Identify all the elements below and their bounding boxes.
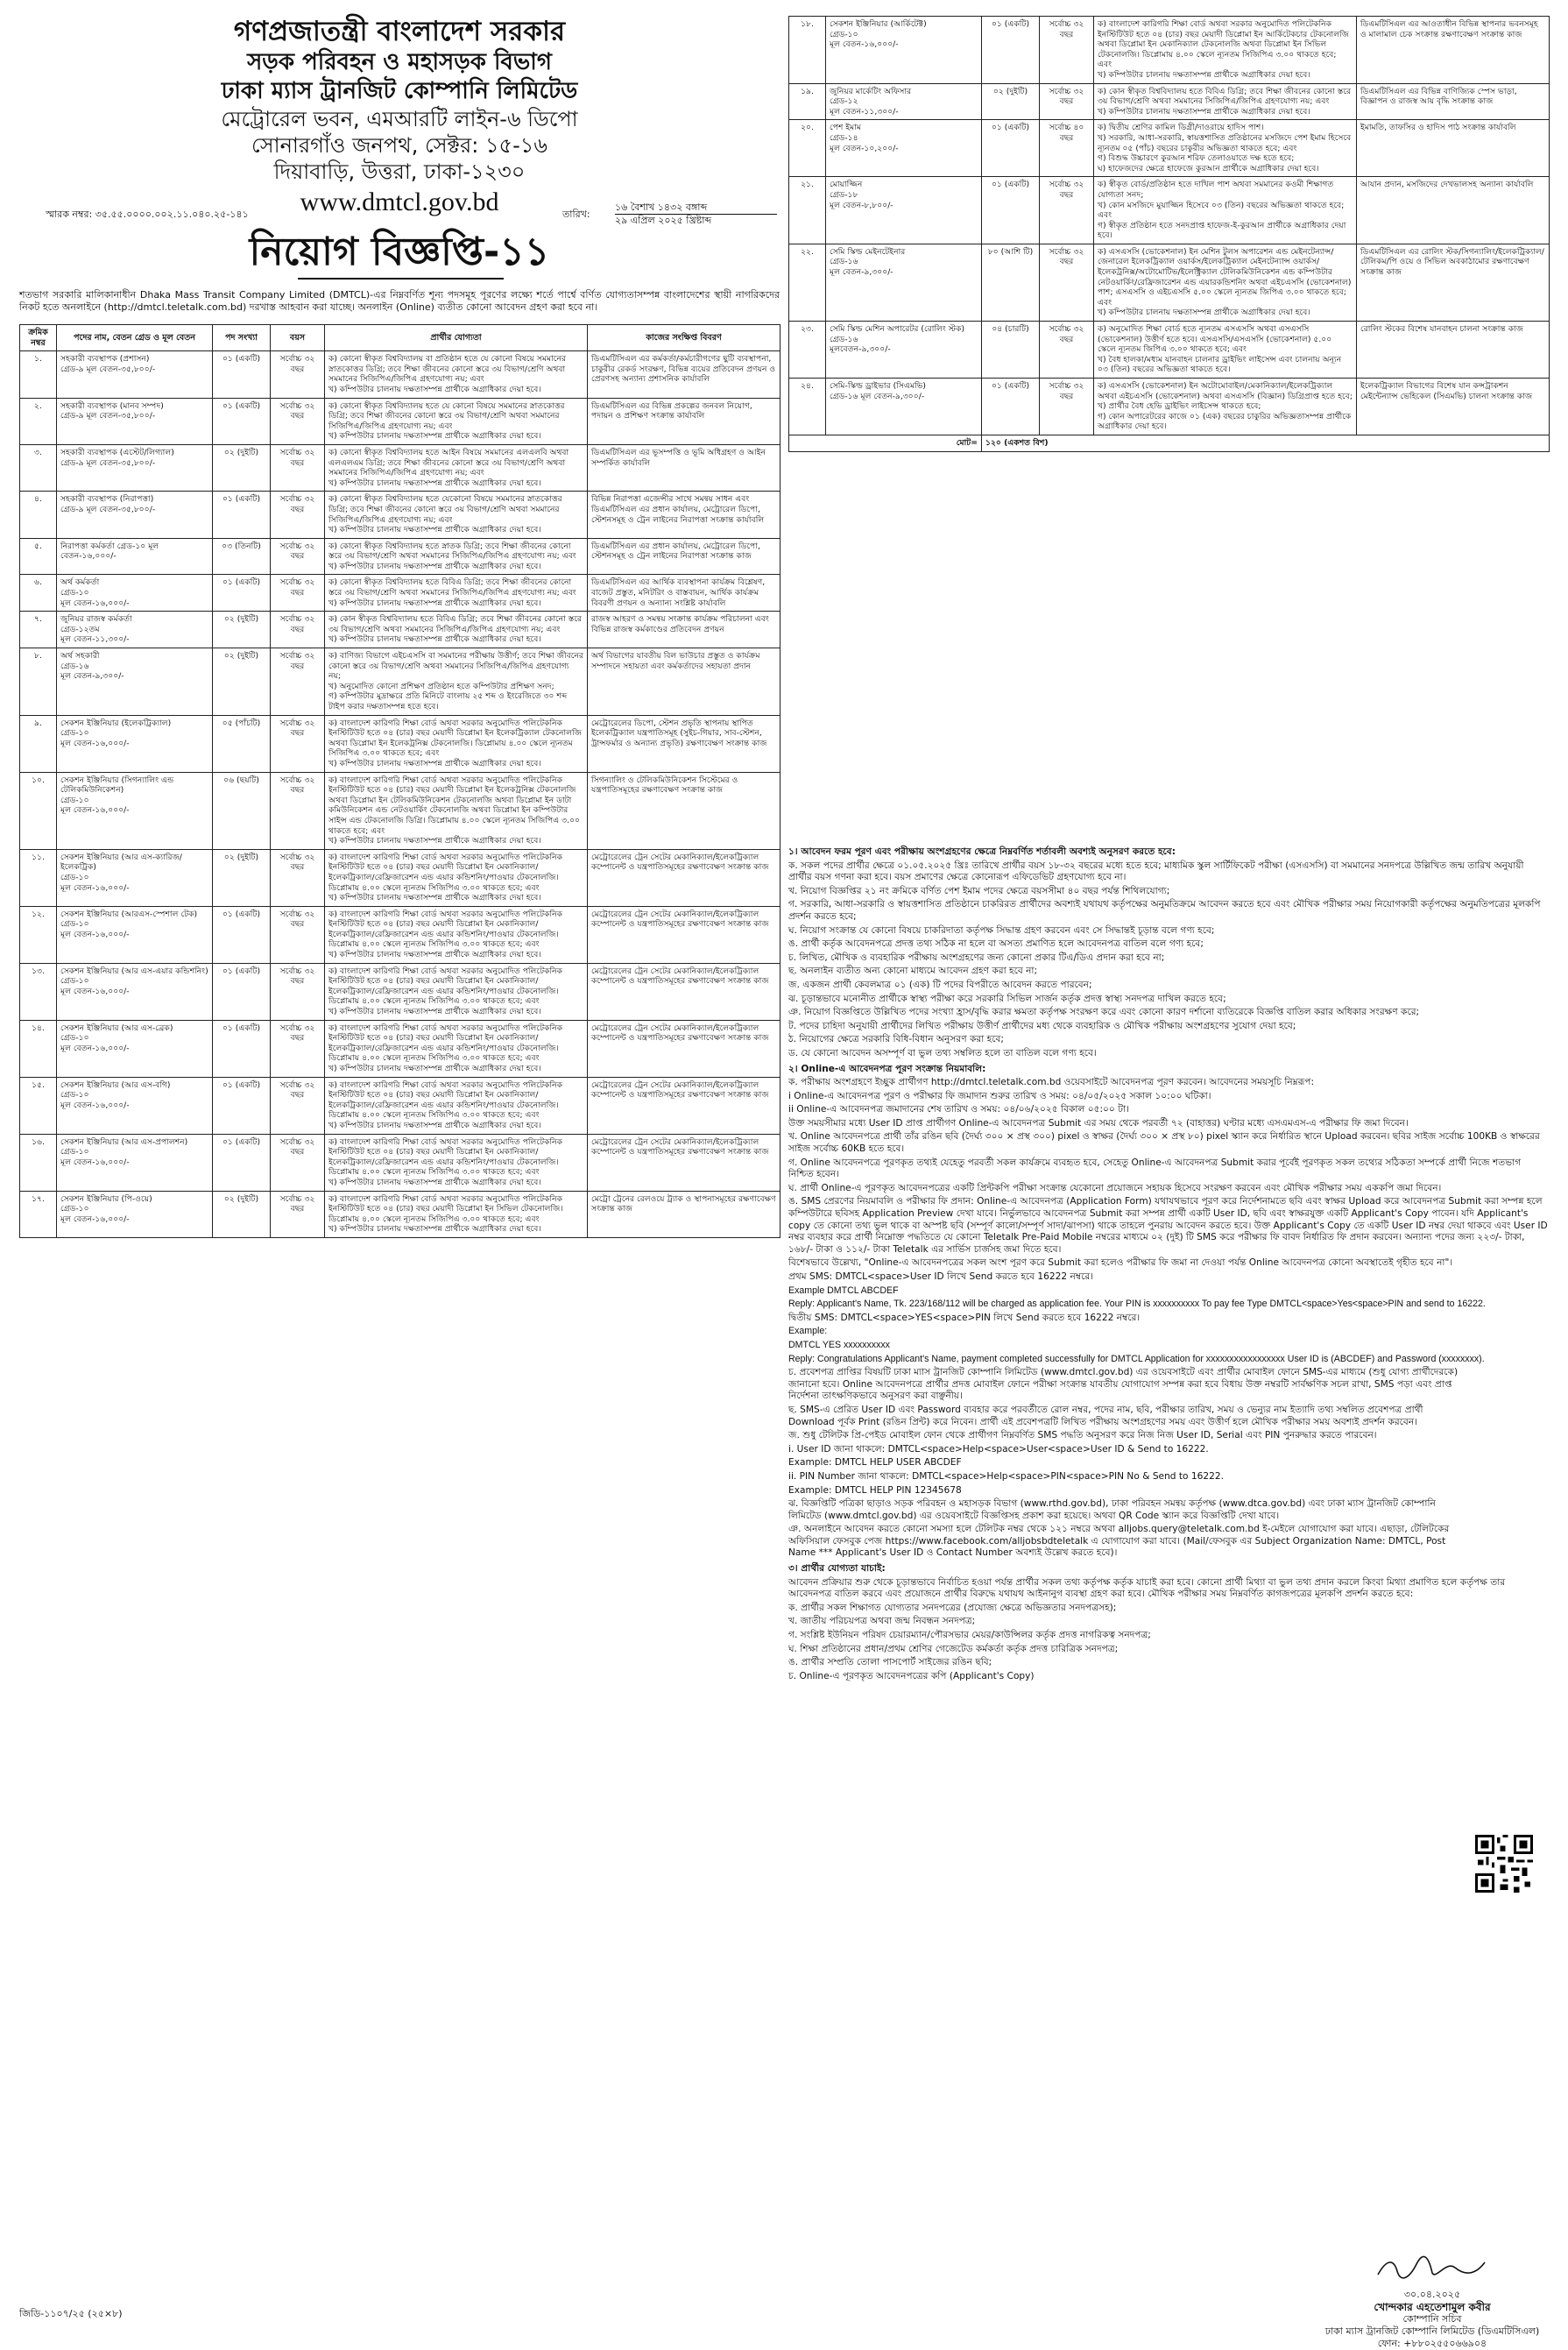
qualification-cell: ক) বাংলাদেশ কারিগরি শিক্ষা বোর্ড অথবা সরকার অনুমোদিত পলিটেকনিক ইনস্টিটিউট হতে ০৪ (চার) বছর মেয়াদী ডিপ্লোমা ইন মেকানিক্যাল/ইলেকট্রিক্যাল/রেফ্রিজারেশন এন্ড এয়ার কন্ডিশনিং/পাওয়ার টেকনোলজি। ডিপ্লোমায় ৪.০০ স্কেলে ন্যূনতম সিজিপিএ ৩.০০ থাকতে হবে; এবং খ) কম্পিউটার চালনায় দক্ষতাসম্পন্ন প্রার্থীকে অগ্রাধিকার দেয়া হবে। <box>325 1134 588 1191</box>
age-limit-cell: সর্বোচ্চ ৩২ বছর <box>271 772 325 849</box>
post-count-cell: ০১ (একটি) <box>213 575 271 612</box>
header-age: বয়স <box>271 325 325 351</box>
post-name-cell: সেকশন ইঞ্জিনিয়ার (পি-ওয়ে) গ্রেড-১০ মূল বেতন-১৬,০০০/- <box>57 1191 213 1237</box>
signatory-phone: ফোন: +৮৮০২৫৫০৬৬৯০৪ <box>1377 2338 1487 2349</box>
serial-cell: ৪. <box>20 492 57 538</box>
total-label: মোট= <box>789 435 982 451</box>
qualification-cell: ক) বাংলাদেশ কারিগরি শিক্ষা বোর্ড অথবা সরকার অনুমোদিত পলিটেকনিক ইনস্টিটিউট হতে ০৪ (চার) বছর মেয়াদী ডিপ্লোমা ইন সিভিল টেকনোলজি। ডিপ্লোমায় ৪.০০ স্কেলে ন্যূনতম সিজিপিএ ৩.০০ থাকতে হবে; এবং খ) কম্পিউটার চালনায় দক্ষতাসম্পন্ন প্রার্থীকে অগ্রাধিকার দেয়া হবে। <box>325 1191 588 1237</box>
instruction-item: চ. প্রবেশপত্র প্রাপ্তির বিষয়টি ঢাকা ম্যাস ট্রানজিট কোম্পানি লিমিটেড (www.dmtcl.gov.bd) এর ওয়েবসাইটে এবং প্রার্থীর মোবাইল ফোনে SMS-এর মাধ্যমে (শুধু যোগ্য প্রার্থীদেরকে) জানানো হবে। Online আবেদনপত্রে প্রার্থীর প্রদত্ত মোবাইল ফোনে পরীক্ষা সংক্রান্ত যাবতীয় যোগাযোগ সম্পন্ন করা হবে বিধায় উক্ত নম্বরটি সার্বক্ষণিক সচল রাখা, SMS পড়া এবং প্রাপ্ত নির্দেশনা তাৎক্ষণিকভাবে অনুসরণ করা বাঞ্ছনীয়। <box>788 1367 1459 1402</box>
post-name-cell: সেমি স্কিল্ড মেইনটেইনার গ্রেড-১৬ মূল বেতন-৯,৩০০/- <box>826 244 982 321</box>
section-2-list <box>788 1077 1549 1270</box>
age-limit-cell: সর্বোচ্চ ৩২ বছর <box>271 715 325 772</box>
duty-cell: মেট্রোরেলের ডিপো, স্টেশন প্রভৃতি স্থাপনায় স্থাপিত ইলেকট্রিক্যাল যন্ত্রপাতিসমূহ (সুইচ-গিয়ার, সাব-স্টেশন, ট্রান্সফর্মার ও অন্যান্য প্রভৃতি) রক্ষণাবেক্ষণ সংক্রান্ত কাজ <box>588 715 780 772</box>
table-header-row <box>20 325 780 351</box>
qualification-cell: ক) বাংলাদেশ কারিগরি শিক্ষা বোর্ড অথবা সরকার অনুমোদিত পলিটেকনিক ইনস্টিটিউট হতে ০৪ (চার) বছর মেয়াদী ডিপ্লোমা ইন মেকানিক্যাল/ইলেকট্রিক্যাল/রেফ্রিজারেশন এন্ড এয়ার কন্ডিশনিং/পাওয়ার টেকনোলজি। ডিপ্লোমায় ৪.০০ স্কেলে ন্যূনতম সিজিপিএ ৩.০০ থাকতে হবে; এবং খ) কম্পিউটার চালনায় দক্ষতাসম্পন্ন প্রার্থীকে অগ্রাধিকার দেয়া হবে। <box>325 906 588 963</box>
serial-cell: ২৪. <box>789 379 826 435</box>
age-limit-cell: সর্বোচ্চ ৩২ বছর <box>271 612 325 648</box>
qualification-cell: ক) বাংলাদেশ কারিগরি শিক্ষা বোর্ড অথবা সরকার অনুমোদিত পলিটেকনিক ইনস্টিটিউট হতে ০৪ (চার) বছর মেয়াদী ডিপ্লোমা ইন আর্কিটেকচার টেকনোলজি অথবা ডিপ্লোমা ইন মেকানিক্যাল টেকনোলজি অথবা ডিপ্লোমা ইন সিভিল টেকনোলজি। ডিপ্লোমায় ৪.০০ স্কেলে ন্যূনতম সিজিপিএ ৩.০০ থাকতে হবে; এবং খ) কম্পিউটার চালনায় দক্ষতাসম্পন্ন প্রার্থীকে অগ্রাধিকার দেয়া হবে। <box>1094 17 1357 84</box>
post-count-cell: ০৬ (ছয়টি) <box>213 772 271 849</box>
post-count-cell: ০১ (একটি) <box>213 492 271 538</box>
section-3-number: ৩। <box>788 1563 798 1575</box>
qualification-cell: ক) কোনো স্বীকৃত বিশ্ববিদ্যালয় বা প্রতিষ্ঠান হতে যে কোনো বিষয়ে সমমানের স্নাতকোত্তর ডিগ্রি; তবে শিক্ষা জীবনের কোনো স্তরে ৩য় বিভাগ/শ্রেণি অথবা সমমানের সিজিপিএ/জিপিএ গ্রহণযোগ্য নয়; এবং খ) কম্পিউটার চালনায় দক্ষতাসম্পন্ন প্রার্থীকে অগ্রাধিকার দেয়া হবে। <box>325 351 588 398</box>
table-row <box>789 83 1550 120</box>
serial-cell: ২১. <box>789 177 826 244</box>
age-limit-cell: সর্বোচ্চ ৩২ বছর <box>271 492 325 538</box>
serial-cell: ৬. <box>20 575 57 612</box>
sms-second-instruction: দ্বিতীয় SMS: DMTCL<space>YES<space>PIN লিখে Send করতে হবে 16222 নম্বরে। <box>788 1312 1141 1323</box>
post-count-cell: ০২ (দুইটি) <box>213 849 271 906</box>
age-limit-cell: সর্বোচ্চ ৩২ বছর <box>271 1191 325 1237</box>
post-name-cell: সেমি-স্কিল্ড ড্রাইভার (সিএমভি) গ্রেড-১৬ মূল বেতন-৯,৩০০/- <box>826 379 982 435</box>
duty-cell: অর্থ বিভাগের যাবতীয় বিল ভাউচার প্রস্তুত ও কার্যক্রম সম্পাদনে সহায়তা এবং কর্মকর্তাদের সহায়তা প্রদান <box>588 648 780 716</box>
serial-cell: ১৬. <box>20 1134 57 1191</box>
instruction-item: ছ. অনলাইন ব্যতীত অন্য কোনো মাধ্যমে আবেদন গ্রহণ করা হবে না; <box>788 966 1038 977</box>
qualification-cell: ক) কোনো স্বীকৃত বিশ্ববিদ্যালয় হতে স্নাতক ডিগ্রি; তবে শিক্ষা জীবনের কোনো স্তরে ৩য় বিভাগ/শ্রেণি অথবা সমমানের সিজিপিএ/জিপিএ গ্রহণযোগ্য নয়; এবং খ) কম্পিউটার চালনায় দক্ষতাসম্পন্ন প্রার্থীকে অগ্রাধিকার দেয়া হবে। <box>325 538 588 575</box>
sms-first-example: Example DMTCL ABCDEF <box>788 1285 899 1296</box>
table-row <box>20 1134 780 1191</box>
table-row <box>20 1191 780 1237</box>
posts-table-right <box>788 16 1550 452</box>
section-3-list <box>788 1603 1549 1683</box>
age-limit-cell: সর্বোচ্চ ৩২ বছর <box>1040 379 1094 435</box>
signature-icon <box>1371 2252 1494 2285</box>
signature-block <box>1314 2252 1550 2350</box>
table-row <box>20 492 780 538</box>
intro-paragraph: শতভাগ সরকারি মালিকানাধীন Dhaka Mass Transit Company Limited (DMTCL)-এর নিম্নবর্ণিত শূন্য পদসমূহ পূরণের লক্ষ্যে শর্তে পার্শ্বে বর্ণিত যোগ্যতাসম্পন্ন বাংলাদেশের স্থায়ী নাগরিকদের নিকট হতে অনলাইনে (http://dmtcl.teletalk.com.bd) দরখাস্ত আহবান করা যাচ্ছে। অনলাইন (Online) ব্যতীত কোনো আবেদন গ্রহণ করা হবে না। <box>19 289 780 313</box>
age-limit-cell: সর্বোচ্চ ৩২ বছর <box>271 398 325 444</box>
post-count-cell: ০১ (একটি) <box>982 120 1040 177</box>
post-name-cell: সেমি স্কিল্ড মেশিন অপারেটর (রোলিং স্টক) গ্রেড-১৬ মূলবেতন-৯,৩০০/- <box>826 322 982 379</box>
letterhead <box>19 16 780 218</box>
age-limit-cell: সর্বোচ্চ ৩২ বছর <box>271 963 325 1020</box>
instruction-item: খ. Online আবেদনপত্রে প্রার্থী তাঁর রঙিন ছবি (দৈর্ঘ্য ৩০০ × প্রস্থ ৩০০) pixel ও স্বাক্ষর (দৈর্ঘ্য ৩০০ × প্রস্থ ৮০) pixel স্ক্যান করে নির্ধারিত স্থানে Upload করবেন। ছবির সাইজ সর্বোচ্চ 100KB ও স্বাক্ষরের সাইজ সর্বোচ্চ 60KB হতে হবে। <box>788 1131 1540 1155</box>
instruction-item: খ. নিয়োগ বিজ্ঞপ্তির ২১ নং ক্রমিকে বর্ণিত পেশ ইমাম পদের ক্ষেত্রে বয়সসীমা ৪০ বছর পর্যন্ত শিথিলযোগ্য; <box>788 885 1170 896</box>
duty-cell: ইলেকট্রিক্যাল বিভাগের বিশেষ যান কন্সট্রাকশন মেইন্টেন্যান্স ভেহিকেল (সিএমভি) চালনা সংক্রান্ত কাজ <box>1357 379 1550 435</box>
address-line-2: সোনারগাঁও জনপথ, সেক্টর: ১৫-১৬ <box>251 133 547 158</box>
qualification-cell: ক) বাংলাদেশ কারিগরি শিক্ষা বোর্ড অথবা সরকার অনুমোদিত পলিটেকনিক ইনস্টিটিউট হতে ০৪ (চার) বছর মেয়াদী ডিপ্লোমা ইন মেকানিক্যাল/ইলেকট্রিক্যাল/রেফ্রিজারেশন এন্ড এয়ার কন্ডিশনিং/পাওয়ার টেকনোলজি। ডিপ্লোমায় ৪.০০ স্কেলে ন্যূনতম সিজিপিএ ৩.০০ থাকতে হবে; এবং খ) কম্পিউটার চালনায় দক্ষতাসম্পন্ন প্রার্থীকে অগ্রাধিকার দেয়া হবে। <box>325 1077 588 1134</box>
post-count-cell: ০২ (দুইটি) <box>213 444 271 491</box>
qualification-cell: ক) কোনো স্বীকৃত বিশ্ববিদ্যালয় হতে যে কোনো বিষয়ে সমমানের স্নাতকোত্তর ডিগ্রি; তবে শিক্ষা জীবনের কোনো স্তরে ৩য় বিভাগ/শ্রেণি অথবা সমমানের সিজিপিএ/জিপিএ গ্রহণযোগ্য নয়; এবং খ) কম্পিউটার চালনায় দক্ষতাসম্পন্ন প্রার্থীকে অগ্রাধিকার দেয়া হবে। <box>325 398 588 444</box>
post-count-cell: ০১ (একটি) <box>213 1077 271 1134</box>
gd-code: জিডি-১১০৭/২৫ (২৫×৮) <box>19 2308 123 2319</box>
sms-first-reply: Reply: Applicant's Name, Tk. 223/168/112 will be charged as application fee. Your PIN is xxxxxxxxxx To pay fee Type DMTCL<space>Yes<space>PIN and send to 16222. <box>788 1299 1486 1310</box>
table-row <box>20 963 780 1020</box>
duty-cell: ডিএমটিসিএল এর ভূসম্পত্তি ও ভূমি অধিগ্রহণ ও আইন সম্পর্কিত কার্যাবলি <box>588 444 780 491</box>
age-limit-cell: সর্বোচ্চ ৩২ বছর <box>271 1134 325 1191</box>
left-rows <box>20 351 780 1238</box>
memo-reference: স্মারক নম্বর: ৩৫.৫৫.০০০০.০০২.১১.০৪০.২৫-১৪১ <box>46 209 249 220</box>
post-name-cell: মোয়াজ্জিন গ্রেড-১৮ মূল বেতন-৮,৮০০/- <box>826 177 982 244</box>
post-count-cell: ০১ (একটি) <box>213 906 271 963</box>
instruction-item: Example: DMTCL HELP PIN 12345678 <box>788 1484 962 1496</box>
age-limit-cell: সর্বোচ্চ ৩২ বছর <box>1040 83 1094 120</box>
instruction-item: চ. লিখিত, মৌখিক ও ব্যবহারিক পরীক্ষায় অংশগ্রহণের জন্য কোনো প্রকার টিএ/ডিএ প্রদান করা হবে না; <box>788 952 1165 963</box>
section-2-title: Online-এ আবেদনপত্র পূরণ সংক্রান্ত নিয়মাবলি: <box>801 1063 986 1074</box>
post-count-cell: ০২ (দুইটি) <box>213 1191 271 1237</box>
header-post: পদের নাম, বেতন গ্রেড ও মূল বেতন <box>57 325 213 351</box>
serial-cell: ৫. <box>20 538 57 575</box>
post-name-cell: সেকশন ইঞ্জিনিয়ার (আরএস-স্পেশাল টেক) গ্রেড-১০ মূল বেতন-১৬,০০০/- <box>57 906 213 963</box>
instruction-item: ড. যে কোনো আবেদন অসম্পূর্ণ বা ভুল তথ্য সম্বলিত হলে তা বাতিল বলে গণ্য হবে। <box>788 1047 1097 1058</box>
date-english: ২৯ এপ্রিল ২০২৫ খ্রিষ্টাব্দ <box>615 215 712 226</box>
duty-cell: ডিএমটিসিএল এর বিভিন্ন প্রকল্পের জনবল নিয়োগ, পদায়ন ও প্রশিক্ষণ সংক্রান্ত কার্যাবলি <box>588 398 780 444</box>
serial-cell: ১৩. <box>20 963 57 1020</box>
duty-cell: ডিএমটিসিএল এর আওতাধীন বিভিন্ন স্থাপনার ভবনসমূহ ও মালামাল চেক সংক্রান্ত রক্ষণাবেক্ষণ সংক্রান্ত কাজ <box>1357 17 1550 84</box>
govt-name: গণপ্রজাতন্ত্রী বাংলাদেশ সরকার <box>233 16 566 47</box>
sms-second-example-label: Example: <box>788 1326 828 1337</box>
instruction-item: ঝ. বিজ্ঞপ্তিটি পত্রিকা ছাড়াও সড়ক পরিবহন ও মহাসড়ক বিভাগ (www.rthd.gov.bd), ঢাকা পরিবহন সমন্বয় কর্তৃপক্ষ (www.dtca.gov.bd) এবং ঢাকা ম্যাস ট্রানজিট কোম্পানি লিমিটেড (www.dmtcl.gov.bd) এর ওয়েবসাইটে বিজ্ঞপ্তিসহ প্রকাশ করা হয়েছে। অথবা QR Code স্ক্যান করে বিজ্ঞপ্তিটি দেখা যাবে। <box>788 1498 1436 1521</box>
instruction-item: ঘ. শিক্ষা প্রতিষ্ঠানের প্রধান/প্রথম শ্রেণির গেজেটেড কর্মকর্তা কর্তৃক প্রদত্ত চারিত্রিক সনদপত্র; <box>788 1643 1119 1654</box>
duty-cell: ডিএমটিসিএল এর কর্মকর্তা/কর্মচারীগণের ছুটি ব্যবস্থাপনা, চাকুরীর রেকর্ড সংরক্ষণ, বিভিন্ন ব্যয়ের প্রতিবেদন প্রণয়ন ও প্রেরণসহ অন্যান্য প্রশাসনিক কার্যাবলি <box>588 351 780 398</box>
instruction-item: চ. Online-এ পূরণকৃত আবেদনপত্রের কপি (Applicant's Copy) <box>788 1670 1035 1681</box>
post-name-cell: অর্থ সহকারী গ্রেড-১৬ মূল বেতন-৯,৩০০/- <box>57 648 213 716</box>
instruction-item: ক. পরীক্ষায় অংশগ্রহণে ইচ্ছুক প্রার্থীগণ http://dmtcl.teletalk.com.bd ওয়েবসাইটে আবেদনপত্র পূরণ করবেন। আবেদনের সময়সূচি নিম্নরূপ: <box>788 1077 1315 1088</box>
header-serial: ক্রমিক নম্বর <box>20 325 57 351</box>
section-2-list-continued <box>788 1367 1549 1560</box>
qualification-cell: ক) এসএসসি (ভোকেশনাল) ইন অটোমোবাইল/মেকানিক্যাল/ইলেকট্রিক্যাল অথবা এইচএসসি (ভোকেশনাল) অথবা এসএসসি (বিজ্ঞান) ডিগ্রিপ্রাপ্ত হতে হবে; খ) প্রার্থীর বৈধ হেভি ড্রাইভিং লাইসেন্স থাকতে হবে; গ) কোন অপারেটরের কাজে ০১ (এক) বছরের চাকুরির অভিজ্ঞতাসম্পন্ন প্রার্থীকে অগ্রাধিকার দেয়া হবে। <box>1094 379 1357 435</box>
post-name-cell: সেকশন ইঞ্জিনিয়ার (সিগন্যালিং এন্ড টেলিকমিউনিকেশন) গ্রেড-১০ মূল বেতন-১৬,০০০/- <box>57 772 213 849</box>
signatory-name: খোন্দকার এহতেশামুল কবীর <box>1374 2301 1491 2313</box>
instruction-item: ঝ. চূড়ান্তভাবে মনোনীত প্রার্থীকে স্বাস্থ্য পরীক্ষা করে সরকারি সিভিল সার্জন কর্তৃক প্রদত্ত স্বাস্থ্য সনদপত্র দাখিল করতে হবে; <box>788 993 1226 1004</box>
age-limit-cell: সর্বোচ্চ ৩২ বছর <box>271 849 325 906</box>
table-row <box>789 17 1550 84</box>
post-name-cell: সেকশন ইঞ্জিনিয়ার (আর এস-প্রপালশন) গ্রেড-১০ মূল বেতন-১৬,০০০/- <box>57 1134 213 1191</box>
instruction-item: ঘ. নিয়োগ সংক্রান্ত যে কোনো বিষয়ে চাকরিদাতা কর্তৃপক্ষ সিদ্ধান্ত গ্রহণ করবেন এবং সে সিদ্ধান্তই চূড়ান্ত বলে গণ্য হবে; <box>788 924 1215 936</box>
post-name-cell: সহকারী ব্যবস্থাপক (প্রশাসন) গ্রেড-৯ মূল বেতন-৩৫,৮০০/- <box>57 351 213 398</box>
instruction-item: i Online-এ আবেদনপত্র পূরণ ও পরীক্ষার ফি জমাদান শুরুর তারিখ ও সময়: ০৪/০৫/২০২৫ সকাল ১০:০০ ঘটিকা। <box>788 1090 1211 1101</box>
qualification-cell: ক) দ্বিতীয় শ্রেণির কামিল ডিগ্রী/দাওরায়ে হাদিস পাশ। খ) সরকারি, আধা-সরকারি, স্বায়ত্তশাসিত প্রতিষ্ঠানের মসজিদে পেশ ইমাম হিসেবে ন্যূনতম ০৫ (পাঁচ) বছরের চাকুরীর অভিজ্ঞতা থাকতে হবে; এবং গ) বিশুদ্ধ উচ্চারণে কুরআন শরিফ তেলাওয়াতে দক্ষ হতে হবে; ঘ) হাফেজদের ক্ষেত্রে হাফেজে কুরআন প্রার্থীকে অগ্রাধিকার দেয়া হবে। <box>1094 120 1357 177</box>
section-2-number: ২। <box>788 1063 798 1074</box>
sms-second-reply: Reply: Congratulations Applicant's Name, payment completed successfully for DMTCL Application for xxxxxxxxxxxxxxxxx User ID is (ABCDEF) and Password (xxxxxxxx). <box>788 1353 1485 1364</box>
division-name: সড়ক পরিবহন ও মহাসড়ক বিভাগ <box>247 49 552 75</box>
qualification-cell: ক) কোনো স্বীকৃত বিশ্ববিদ্যালয় হতে আইন বিষয়ে সমমানের এলএলবি অথবা এলএলএম ডিগ্রি; তবে শিক্ষা জীবনের কোনো স্তরে ৩য় বিভাগ/শ্রেণি অথবা সমমানের সিজিপিএ/জিপিএ গ্রহণযোগ্য নয়; এবং খ) কম্পিউটার চালনায় দক্ষতাসম্পন্ন প্রার্থীকে অগ্রাধিকার দেয়া হবে। <box>325 444 588 491</box>
duty-cell: মেট্রোরেলের ট্রেন সেটের মেকানিক্যাল/ইলেকট্রিক্যাল কম্পোনেন্ট ও যন্ত্রপাতিসমূহের রক্ষণাবেক্ষণ সংক্রান্ত কাজ <box>588 1077 780 1134</box>
instruction-item: ক. সকল পদের প্রার্থীর ক্ষেত্রে ০১.০৫.২০২৫ খ্রিঃ তারিখে প্রার্থীর বয়স ১৮-৩২ বছরের মধ্যে হতে হবে; মাধ্যমিক স্কুল সার্টিফিকেট পরীক্ষা (এসএসসি) বা সমমানের সনদপত্রে উল্লিখিত জন্ম তারিখ অনুযায়ী প্রার্থীর বয়স গণনা করা হবে। বয়স প্রমাণের ক্ষেত্রে কোনোরূপ এফিডেভিট গ্রহণযোগ্য হবে না। <box>788 860 1524 883</box>
instruction-item: ঞ. নিয়োগ বিজ্ঞপ্তিতে উল্লিখিত পদের সংখ্যা হ্রাস/বৃদ্ধি করার ক্ষমতা কর্তৃপক্ষ সংরক্ষণ করে এবং কোনো কারণ দর্শানো ব্যতিরেকে বিজ্ঞপ্তি বাতিল করার অধিকার সংরক্ষণ করে; <box>788 1007 1420 1018</box>
post-name-cell: জুনিয়র মার্কেটিং অফিসার গ্রেড-১২ মূল বেতন-১১,৩০০/- <box>826 83 982 120</box>
serial-cell: ২২. <box>789 244 826 321</box>
serial-cell: ১. <box>20 351 57 398</box>
date-bangla: ১৬ বৈশাখ ১৪৩২ বঙ্গাব্দ <box>615 202 777 215</box>
instruction-item: ঘ. প্রার্থী Online-এ পূরণকৃত আবেদনপত্রের একটি প্রিন্টকপি পরীক্ষা সংক্রান্ত যেকোনো প্রয়োজনে সহায়ক হিসেবে সংরক্ষণ করবেন এবং মৌখিক পরীক্ষার সময় এককপি জমা দিবেন। <box>788 1182 1442 1193</box>
signatory-designation: কোম্পানি সচিব <box>1402 2313 1462 2325</box>
qualification-cell: ক) বাংলাদেশ কারিগরি শিক্ষা বোর্ড অথবা সরকার অনুমোদিত পলিটেকনিক ইনস্টিটিউট হতে ০৪ (চার) বছর মেয়াদী ডিপ্লোমা ইন মেকানিক্যাল/ইলেকট্রিক্যাল/রেফ্রিজারেশন এন্ড এয়ার কন্ডিশনিং/পাওয়ার টেকনোলজি। ডিপ্লোমায় ৪.০০ স্কেলে ন্যূনতম সিজিপিএ ৩.০০ থাকতে হবে; এবং খ) কম্পিউটার চালনায় দক্ষতাসম্পন্ন প্রার্থীকে অগ্রাধিকার দেয়া হবে। <box>325 963 588 1020</box>
duty-cell: ডিএমটিসিএল এর আর্থিক ব্যবস্থাপনা কার্যক্রম বিশ্লেষণ, বাজেট প্রস্তুত, মনিটরিং ও বাস্তবায়ন, আর্থিক কার্যক্রম বিবরণী প্রণয়ন ও অন্যান্য সংশ্লিষ্ট কার্যাবলি <box>588 575 780 612</box>
section-2-heading <box>788 1064 1549 1076</box>
instruction-item: গ. সংশ্লিষ্ট ইউনিয়ন পরিষদ চেয়ারম্যান/পৌরসভার মেয়র/কাউন্সিলর কর্তৃক প্রদত্ত নাগরিকত্ব সনদপত্র; <box>788 1630 1151 1641</box>
age-limit-cell: সর্বোচ্চ ৩২ বছর <box>1040 322 1094 379</box>
post-count-cell: ৮০ (আশি টি) <box>982 244 1040 321</box>
serial-cell: ১১. <box>20 849 57 906</box>
age-limit-cell: সর্বোচ্চ ৩২ বছর <box>271 1020 325 1077</box>
header-duties: কাজের সংক্ষিপ্ত বিবরণ <box>588 325 780 351</box>
table-row <box>20 715 780 772</box>
serial-cell: ১২. <box>20 906 57 963</box>
serial-cell: ২০. <box>789 120 826 177</box>
qualification-cell: ক) স্বীকৃত বোর্ড/প্রতিষ্ঠান হতে দাখিল পাশ অথবা সমমানের কওমী শিক্ষাগত যোগ্যতা সনদ; খ) কোন মসজিদে মুয়াজ্জিন হিসেবে ০৩ (তিন) বছরের অভিজ্ঞতা থাকতে হবে; এবং গ) স্বীকৃত প্রতিষ্ঠান হতে সনদপ্রাপ্ত হাফেজ-ই-কুরআন প্রার্থীকে অগ্রাধিকার দেয়া হবে। <box>1094 177 1357 244</box>
post-name-cell: সেকশন ইঞ্জিনিয়ার (ইলেকট্রিক্যাল) গ্রেড-১০ মূল বেতন-১৬,০০০/- <box>57 715 213 772</box>
instruction-item: গ. Online আবেদনপত্রে পূরণকৃত তথ্যই যেহেতু পরবর্তী সকল কার্যক্রমে ব্যবহৃত হবে, সেহেতু Online-এ আবেদনপত্র Submit করার পূর্বেই পূরণকৃত সকল তথ্যের সঠিকতা সম্পর্কে প্রার্থী নিজে শতভাগ নিশ্চিত হবেন। <box>788 1157 1522 1180</box>
serial-cell: ৯. <box>20 715 57 772</box>
duty-cell: মেট্রোরেলের ট্রেন সেটের মেকানিক্যাল/ইলেকট্রিক্যাল কম্পোনেন্ট ও যন্ত্রপাতিসমূহের রক্ষণাবেক্ষণ সংক্রান্ত কাজ <box>588 849 780 906</box>
qualification-cell: ক) বাংলাদেশ কারিগরি শিক্ষা বোর্ড অথবা সরকার অনুমোদিত পলিটেকনিক ইনস্টিটিউট হতে ০৪ (চার) বছর মেয়াদী ডিপ্লোমা ইন মেকানিক্যাল/ইলেকট্রিক্যাল/রেফ্রিজারেশন এন্ড এয়ার কন্ডিশনিং/পাওয়ার টেকনোলজি। ডিপ্লোমায় ৪.০০ স্কেলে ন্যূনতম সিজিপিএ ৩.০০ থাকতে হবে; এবং খ) কম্পিউটার চালনায় দক্ষতাসম্পন্ন প্রার্থীকে অগ্রাধিকার দেয়া হবে। <box>325 1020 588 1077</box>
age-limit-cell: সর্বোচ্চ ৩২ বছর <box>271 575 325 612</box>
instruction-item: ছ. SMS-এ প্রেরিত User ID এবং Password ব্যবহার করে পরবর্তীতে রোল নম্বর, পদের নাম, ছবি, পরীক্ষার তারিখ, সময় ও ভেন্যুর নাম ইত্যাদি তথ্য সম্বলিত প্রবেশপত্র প্রার্থী Download পূর্বক Print (রঙিন প্রিন্ট) করে নিবেন। প্রার্থী এই প্রবেশপত্রটি লিখিত পরীক্ষায় অংশগ্রহণের সময় এবং উত্তীর্ণ হলে মৌখিক পরীক্ষার সময় অবশ্যই প্রদর্শন করবেন। <box>788 1404 1423 1427</box>
post-count-cell: ০১ (একটি) <box>982 17 1040 84</box>
website-link[interactable]: www.dmtcl.gov.bd <box>300 188 499 216</box>
post-name-cell: সেকশন ইঞ্জিনিয়ার (আর এস-এয়ার কন্ডিশনিং) গ্রেড-১০ মূল বেতন-১৬,০০০/- <box>57 963 213 1020</box>
instruction-item: ট. পদের চাহিদা অনুযায়ী প্রার্থীদের লিখিত পরীক্ষায় উত্তীর্ণ প্রার্থীদের মধ্য থেকে ব্যবহারিক ও মৌখিক পরীক্ষায় অংশগ্রহণের সুযোগ দেয়া হবে; <box>788 1020 1296 1031</box>
table-row <box>20 612 780 648</box>
date-label: তারিখ: <box>562 209 590 220</box>
post-count-cell: ০২ (দুইটি) <box>982 83 1040 120</box>
post-count-cell: ০৫ (পাঁচটি) <box>213 715 271 772</box>
qr-code-icon[interactable] <box>1475 1835 1533 1893</box>
qualification-cell: ক) বাংলাদেশ কারিগরি শিক্ষা বোর্ড অথবা সরকার অনুমোদিত পলিটেকনিক ইনস্টিটিউট হতে ০৪ (চার) বছর মেয়াদী ডিপ্লোমা ইন মেকানিক্যাল/ইলেকট্রিক্যাল/রেফ্রিজারেশন এন্ড এয়ার কন্ডিশনিং/পাওয়ার টেকনোলজি। ডিপ্লোমায় ৪.০০ স্কেলে ন্যূনতম সিজিপিএ ৩.০০ থাকতে হবে; এবং খ) কম্পিউটার চালনায় দক্ষতাসম্পন্ন প্রার্থীকে অগ্রাধিকার দেয়া হবে। <box>325 849 588 906</box>
age-limit-cell: সর্বোচ্চ ৩২ বছর <box>271 538 325 575</box>
table-row <box>789 177 1550 244</box>
qualification-cell: ক) কোনো স্বীকৃত বিশ্ববিদ্যালয় হতে বিবিএ ডিগ্রি; তবে শিক্ষা জীবনের কোনো স্তরে ৩য় বিভাগ/শ্রেণি অথবা সমমানের সিজিপিএ/জিপিএ গ্রহণযোগ্য নয়; এবং খ) কম্পিউটার চালনায় দক্ষতাসম্পন্ন প্রার্থীকে অগ্রাধিকার দেয়া হবে। <box>325 575 588 612</box>
post-count-cell: ০১ (একটি) <box>213 1020 271 1077</box>
post-name-cell: সহকারী ব্যবস্থাপক (নিরাপত্তা) গ্রেড-৯ মূল বেতন-৩৫,৮০০/- <box>57 492 213 538</box>
serial-cell: ১০. <box>20 772 57 849</box>
company-name: ঢাকা ম্যাস ট্রানজিট কোম্পানি লিমিটেড <box>221 78 578 104</box>
instruction-item: ঙ. প্রার্থী কর্তৃক আবেদনপত্রে প্রদত্ত তথ্য সঠিক না হলে বা অসত্য প্রমাণিত হলে আবেদনপত্র বাতিল বলে গণ্য হবে; <box>788 938 1204 950</box>
post-name-cell: সহকারী ব্যবস্থাপক (মানব সম্পদ) গ্রেড-৯ মূল বেতন-৩৫,৮০০/- <box>57 398 213 444</box>
duty-cell: আযান প্রদান, মসজিদের দেখভালসহ অন্যান্য কার্যাবলি <box>1357 177 1550 244</box>
post-name-cell: সহকারী ব্যবস্থাপক (এস্টেট/লিগ্যাল) গ্রেড-৯ মূল বেতন-৩৫,৮০০/- <box>57 444 213 491</box>
duty-cell: রোলিং স্টকের বিশেষ যানবাহন চালনা সংক্রান্ত কাজ <box>1357 322 1550 379</box>
posts-table-left <box>19 324 780 1238</box>
sms-first-instruction: প্রথম SMS: DMTCL<space>User ID লিখে Send করতে হবে 16222 নম্বরে। <box>788 1271 1093 1282</box>
section-3-body: আবেদন প্রক্রিয়ার শুরু থেকে চূড়ান্তভাবে নির্বাচিত হওয়া পর্যন্ত প্রার্থীর সকল তথ্য কর্তৃপক্ষ কর্তৃক যাচাই করা হবে। কোনো প্রার্থী মিথ্যা বা ভুল তথ্য প্রদান করলে কিংবা মিথ্যা প্রমাণিত হলে কর্তৃপক্ষ তার আবেদনপত্র বাতিল করবে এবং প্রয়োজনে প্রার্থীর বিরুদ্ধে যথাযথ আইনানুগ ব্যবস্থা গ্রহণ করা হবে। মৌখিক পরীক্ষার সময় নিম্নবর্ণিত কাগজপত্রের মূলকপি প্রদর্শন করতে হবে: <box>788 1576 1506 1600</box>
header-qualification: প্রার্থীর যোগ্যতা <box>325 325 588 351</box>
post-count-cell: ০৩ (তিনটি) <box>213 538 271 575</box>
serial-cell: ৩. <box>20 444 57 491</box>
post-count-cell: ০১ (একটি) <box>982 177 1040 244</box>
instruction-item: জ. শুধু টেলিটক প্রি-পেইড মোবাইল ফোন থেকে প্রার্থীগণ নিম্নবর্ণিত SMS পদ্ধতি অনুসরণ করে নিজ নিজ User ID, Serial এবং PIN পুনরুদ্ধার করতে পারবেন। <box>788 1430 1377 1441</box>
serial-cell: ১৫. <box>20 1077 57 1134</box>
age-limit-cell: সর্বোচ্চ ৪০ বছর <box>1040 120 1094 177</box>
table-row <box>20 648 780 716</box>
serial-cell: ৭. <box>20 612 57 648</box>
section-1-list <box>788 860 1549 1060</box>
duty-cell: ইমামতি, তাফসির ও হাদিস পাঠ সংক্রান্ত কার্যাবলি <box>1357 120 1550 177</box>
age-limit-cell: সর্বোচ্চ ৩২ বছর <box>271 648 325 716</box>
title-underline <box>298 278 504 280</box>
qualification-cell: ক) অনুমোদিত শিক্ষা বোর্ড হতে ন্যূনতম এসএসসি অথবা এসএসসি (ভোকেশনাল) উত্তীর্ণ হতে হবে। এসএসসি/এসএসসি (ভোকেশনাল) ৫.০০ স্কেলে ন্যূনতম জিপিএ ৩.০০ থাকতে হবে; এবং খ) বৈধ হালকা/মধ্যম যানবাহন চালনার ড্রাইভিং লাইসেন্স এবং চালনায় অন্যূন ০৩ (তিন) বছরের অভিজ্ঞতা থাকতে হবে। <box>1094 322 1357 379</box>
duty-cell: বিভিন্ন নিরাপত্তা এজেন্সীর সাথে সমন্বয় সাধন এবং ডিএমটিসিএল এর প্রধান কার্যালয়, মেট্রোরেল ডিপো, স্টেশনসমূহ ও ট্রেন লাইনের নিরাপত্তা সংক্রান্ত কার্যাবলি <box>588 492 780 538</box>
address-line-3: দিয়াবাড়ি, উত্তরা, ঢাকা-১২৩০ <box>273 159 526 184</box>
duty-cell: মেট্রোরেলের ট্রেন সেটের মেকানিক্যাল/ইলেকট্রিক্যাল কম্পোনেন্ট ও যন্ত্রপাতিসমূহের রক্ষণাবেক্ষণ সংক্রান্ত কাজ <box>588 1134 780 1191</box>
table-row <box>20 351 780 398</box>
post-count-cell: ০১ (একটি) <box>213 963 271 1020</box>
post-name-cell: পেশ ইমাম গ্রেড-১৪ মূল বেতন-১০,২০০/- <box>826 120 982 177</box>
age-limit-cell: সর্বোচ্চ ৩২ বছর <box>271 906 325 963</box>
qualification-cell: ক) বাণিজ্য বিভাগে এইচএসসি বা সমমানের পরীক্ষায় উত্তীর্ণ; তবে শিক্ষা জীবনের কোনো স্তরে ৩য় বিভাগ/শ্রেণি অথবা সমমানের সিজিপিএ/জিপিএ গ্রহণযোগ্য নয়; খ) অনুমোদিত কোনো প্রশিক্ষণ প্রতিষ্ঠান হতে কম্পিউটার প্রশিক্ষণ সনদ; গ) কম্পিউটার মুদ্রাক্ষরে প্রতি মিনিটে বাংলায় ২৫ শব্দ ও ইংরেজিতে ৩০ শব্দ টাইপ করার দক্ষতাসম্পন্ন হতে হবে। <box>325 648 588 716</box>
section-3-title: প্রার্থীর যোগ্যতা যাচাই: <box>801 1563 886 1575</box>
notice-title: নিয়োগ বিজ্ঞপ্তি-১১ <box>249 230 550 274</box>
right-rows <box>789 17 1550 435</box>
age-limit-cell: সর্বোচ্চ ৩২ বছর <box>1040 244 1094 321</box>
instructions <box>788 843 1549 1684</box>
signatory-organization: ঢাকা ম্যাস ট্রানজিট কোম্পানি লিমিটেড (ডিএমটিসিএল) <box>1324 2325 1540 2337</box>
qualification-cell: ক) কোনো স্বীকৃত বিশ্ববিদ্যালয় হতে যেকোনো বিষয়ে সমমানের স্নাতকোত্তর ডিগ্রি; তবে শিক্ষা জীবনের কোনো স্তরে ৩য় বিভাগ/শ্রেণি অথবা সমমানের সিজিপিএ/জিপিএ গ্রহণযোগ্য নয়; এবং খ) কম্পিউটার চালনায় দক্ষতাসম্পন্ন প্রার্থীকে অগ্রাধিকার দেয়া হবে। <box>325 492 588 538</box>
post-count-cell: ০২ (দুইটি) <box>213 612 271 648</box>
duty-cell: ডিএমটিসিএল এর প্রধান কার্যালয়, মেট্রোরেল ডিপো, স্টেশনসমূহ ও ট্রেন লাইনের নিরাপত্তা সংক্রান্ত কাজ <box>588 538 780 575</box>
memo-date <box>615 202 777 227</box>
table-row <box>20 849 780 906</box>
duty-cell: মেট্রোরেলের ট্রেন সেটের মেকানিক্যাল/ইলেকট্রিক্যাল কম্পোনেন্ট ও যন্ত্রপাতিসমূহের রক্ষণাবেক্ষণ সংক্রান্ত কাজ <box>588 963 780 1020</box>
section-1-number: ১। <box>788 846 798 857</box>
serial-cell: ২৩. <box>789 322 826 379</box>
header-count: পদ সংখ্যা <box>213 325 271 351</box>
table-row <box>20 1020 780 1077</box>
serial-cell: ১৯. <box>789 83 826 120</box>
instruction-item: ক. প্রার্থীর সকল শিক্ষাগত যোগ্যতার সনদপত্রের (প্রযোজ্য ক্ষেত্রে অভিজ্ঞতার সনদপত্রসহ); <box>788 1602 1117 1613</box>
instruction-item: ii. PIN Number জানা থাকলে: DMTCL<space>Help<space>PIN<space>PIN No & Send to 16222. <box>788 1470 1224 1482</box>
table-row <box>20 906 780 963</box>
table-row <box>789 244 1550 321</box>
age-limit-cell: সর্বোচ্চ ৩২ বছর <box>271 444 325 491</box>
qualification-cell: ক) এসএসসি (ভোকেশনাল) ইন মেশিন টুলস অপারেশন এন্ড মেইনটেন্যান্স/জেনারেল ইলেকট্রিক্যাল ওয়ার্কস/ইলেকট্রিক্যাল মেইনটেন্যান্স ওয়ার্কস/ইলেকট্রনিক্স/অটোমোটিভ/ইলেক্ট্রিক্যাল টেলিকমিউনিকেশন এন্ড কম্পিউটার নেটওয়ার্কিং/রেফ্রিজারেশন এন্ড এয়ারকন্ডিশনিং অথবা এইচএসসি (ভোকেশনাল) পাশ; এসএসসি ও এইচএসসি ৫.০০ স্কেলে ন্যূনতম জিপিএ ৩.০০ থাকতে হবে; এবং খ) কম্পিউটার চালনায় দক্ষতাসম্পন্ন প্রার্থীকে অগ্রাধিকার দেয়া হবে। <box>1094 244 1357 321</box>
age-limit-cell: সর্বোচ্চ ৩২ বছর <box>1040 177 1094 244</box>
total-row <box>789 435 1550 451</box>
qualification-cell: ক) বাংলাদেশ কারিগরি শিক্ষা বোর্ড অথবা সরকার অনুমোদিত পলিটেকনিক ইনস্টিটিউট হতে ০৪ (চার) বছর মেয়াদী ডিপ্লোমা ইন ইলেকট্রিক্যাল টেকনোলজি অথবা ডিপ্লোমা ইন ইলেকট্রনিক্স টেকনোলজি। ডিপ্লোমায় ৪.০০ স্কেলে ন্যূনতম সিজিপিএ ৩.০০ থাকতে হবে; এবং খ) কম্পিউটার চালনায় দক্ষতাসম্পন্ন প্রার্থীকে অগ্রাধিকার দেয়া হবে। <box>325 715 588 772</box>
table-row <box>20 538 780 575</box>
duty-cell: মেট্রোরেলের ট্রেন সেটের মেকানিক্যাল/ইলেকট্রিক্যাল কম্পোনেন্ট ও যন্ত্রপাতিসমূহের রক্ষণাবেক্ষণ সংক্রান্ত কাজ <box>588 1020 780 1077</box>
post-count-cell: ০১ (একটি) <box>213 351 271 398</box>
section-3-heading <box>788 1563 1549 1575</box>
table-row <box>20 398 780 444</box>
total-value: ১২০ (একশত বিশ) <box>982 435 1550 451</box>
table-row <box>20 772 780 849</box>
duty-cell: ডিএমটিসিএল এর বিভিন্ন বাণিজ্যিক স্পেস ভাড়া, বিজ্ঞাপন ও রাজস্ব আয় বৃদ্ধি সংক্রান্ত কাজ <box>1357 83 1550 120</box>
serial-cell: ২. <box>20 398 57 444</box>
duty-cell: ডিএমটিসিএল এর রোলিং স্টক/সিগন্যালিং/ইলেকট্রিক্যাল/টেলিকম/পি ওয়ে ও সিভিল অবকাঠামোর রক্ষণাবেক্ষণ সংক্রান্ত কাজ <box>1357 244 1550 321</box>
serial-cell: ১৭. <box>20 1191 57 1237</box>
instruction-item: বিশেষভাবে উল্লেখ্য, "Online-এ আবেদনপত্রের সকল অংশ পূরণ করে Submit করা হলেও পরীক্ষার ফি জমা না দেওয়া পর্যন্ত Online আবেদনপত্র কোনো অবস্থাতেই গৃহীত হবে না"। <box>788 1257 1453 1269</box>
instruction-item: ঙ. SMS প্রেরণের নিয়মাবলি ও পরীক্ষার ফি প্রদান: Online-এ আবেদনপত্র (Application Form) যথাযথভাবে পূরণ করে নির্দেশনামতে ছবি এবং স্বাক্ষর Upload করে আবেদনপত্র Submit করা সম্পন্ন হলে কম্পিউটারে ছবিসহ Application Preview দেখা যাবে। নির্ভুলভাবে আবেদনপত্র Submit করা সম্পন্ন প্রার্থী একটি User ID, ছবি এবং স্বাক্ষরযুক্ত একটি Applicant's Copy পাবেন। যদি Applicant's copy তে কোনো তথ্য ভুল থাকে বা অস্পষ্ট ছবি (সম্পূর্ণ কালো/সম্পূর্ণ সাদা/ঝাপসা) থাকে তাহলে পুনরায় আবেদন করতে হবে। উক্ত Applicant's Copy তে একটি User ID নম্বর দেয়া থাকবে এবং User ID নম্বর ব্যবহার করে প্রার্থী নিম্নোক্ত পদ্ধতিতে যে কোনো Teletalk Pre-Paid Mobile নম্বরের মাধ্যমে ০২ (দুই) টি SMS করে পরীক্ষার ফি বাবদ নির্ধারিত ফি প্রদান করবেন। অন্যান্য পদের জন্য ২২৩/- টাকা, ১৬৮/- টাকা ও ১১২/- টাকা Teletalk এর সার্ভিস চার্জসহ জমা দিতে হবে। <box>788 1196 1548 1255</box>
age-limit-cell: সর্বোচ্চ ৩২ বছর <box>1040 17 1094 84</box>
post-count-cell: ০১ (একটি) <box>982 379 1040 435</box>
post-count-cell: ০১ (একটি) <box>213 398 271 444</box>
duty-cell: মেট্রো ট্রেনের রেলওয়ে ট্র্যাক ও স্থাপনাসমূহের রক্ষণাবেক্ষণ সংক্রান্ত কাজ <box>588 1191 780 1237</box>
post-name-cell: অর্থ কর্মকর্তা গ্রেড-১০ মূল বেতন-১৬,০০০/- <box>57 575 213 612</box>
table-row <box>20 444 780 491</box>
post-count-cell: ০৪ (চারটি) <box>982 322 1040 379</box>
serial-cell: ৮. <box>20 648 57 716</box>
post-name-cell: জুনিয়র রাজস্ব কর্মকর্তা গ্রেড-১২তম মূল বেতন-১১,৩০০/- <box>57 612 213 648</box>
post-name-cell: সেকশন ইঞ্জিনিয়ার (আর এস-ক্যারিজ/ইলেকট্রিক) গ্রেড-১০ মূল বেতন-১৬,০০০/- <box>57 849 213 906</box>
signature-date: ৩০.০৪.২০২৫ <box>1403 2289 1461 2300</box>
instruction-item: খ. জাতীয় পরিচয়পত্র অথবা জন্ম নিবন্ধন সনদপত্র; <box>788 1616 976 1627</box>
table-row <box>789 379 1550 435</box>
instruction-item: গ. সরকারি, আধা-সরকারি ও স্বায়ত্তশাসিত প্রতিষ্ঠানে চাকরিরত প্রার্থীদের অবশ্যই যথাযথ কর্তৃপক্ষের অনুমতিক্রমে আবেদন করতে হবে এবং মৌখিক পরীক্ষার সময় নিয়োগকারী কর্তৃপক্ষের অনুমতিপত্রের মূলকপি প্রদর্শন করতে হবে; <box>788 899 1541 922</box>
table-row <box>20 575 780 612</box>
qualification-cell: ক) কোন স্বীকৃত বিশ্ববিদ্যালয় হতে বিবিএ ডিগ্রি; তবে শিক্ষা জীবনের কোনো স্তরে ৩য় বিভাগ/শ্রেণি অথবা সমমানের সিজিপিএ/জিপিএ গ্রহণযোগ্য নয়; এবং খ) কম্পিউটার চালনায় দক্ষতাসম্পন্ন প্রার্থীকে অগ্রাধিকার দেয়া হবে। <box>325 612 588 648</box>
section-1-heading <box>788 846 1549 859</box>
serial-cell: ১৮. <box>789 17 826 84</box>
qualification-cell: ক) বাংলাদেশ কারিগরি শিক্ষা বোর্ড অথবা সরকার অনুমোদিত পলিটেকনিক ইনস্টিটিউট হতে ০৪ (চার) বছর মেয়াদী ডিপ্লোমা ইন ইলেকট্রনিক্স টেকনোলজি অথবা ডিপ্লোমা ইন টেলিকমিউনিকেশন টেকনোলজি অথবা ডিপ্লোমা ইন ডাটা কমিউনিকেশন এন্ড নেটওয়ার্কিং টেকনোলজি অথবা ডিপ্লোমা ইন কম্পিউটার সাইন্স এন্ড টেকনোলজি ডিগ্রি। ডিপ্লোমায় ৪.০০ স্কেলে ন্যূনতম সিজিপিএ ৩.০০ থাকতে হবে; এবং খ) কম্পিউটার চালনায় দক্ষতাসম্পন্ন প্রার্থীকে অগ্রাধিকার দেয়া হবে। <box>325 772 588 849</box>
post-count-cell: ০২ (দুইটি) <box>213 648 271 716</box>
table-row <box>789 322 1550 379</box>
instruction-item: ঞ. অনলাইনে আবেদন করতে কোনো সমস্যা হলে টেলিটক নম্বর থেকে ১২১ নম্বরে অথবা alljobs.query@teletalk.com.bd ই-মেইলে যোগাযোগ করা যাবে। এছাড়া, টেলিটকের অফিসিয়াল ফেসবুক পেজ https://www.facebook.com/alljobsbdteletalk এ যোগাযোগ করা যাবে। (Mail/ফেসবুক এর Subject Organization Name: DMTCL, Post Name *** Applicant's User ID ও Contact Number অবশ্যই উল্লেখ করতে হবে)। <box>788 1524 1450 1559</box>
instruction-item: i. User ID জানা থাকলে: DMTCL<space>Help<space>User<space>User ID & Send to 16222. <box>788 1443 1209 1455</box>
instruction-item: ঙ. প্রার্থীর সম্প্রতি তোলা পাসপোর্ট সাইজের রঙিন ছবি; <box>788 1657 992 1668</box>
instruction-item: ঠ. নিয়োগের ক্ষেত্রে সরকারি বিধি-বিধান অনুসরণ করা হবে; <box>788 1034 1004 1045</box>
address-line-1: মেট্রোরেল ভবন, এমআরটি লাইন-৬ ডিপো <box>221 107 578 131</box>
post-count-cell: ০১ (একটি) <box>213 1134 271 1191</box>
table-row <box>20 1077 780 1134</box>
serial-cell: ১৪. <box>20 1020 57 1077</box>
post-name-cell: সেকশন ইঞ্জিনিয়ার (আর এস-বগি) গ্রেড-১০ মূল বেতন-১৬,০০০/- <box>57 1077 213 1134</box>
instruction-item: জ. একজন প্রার্থী কেবলমাত্র ০১ (এক) টি পদের বিপরীতে আবেদন করতে পারবেন; <box>788 979 1092 990</box>
section-1-title: আবেদন ফরম পূরণ এবং পরীক্ষায় অংশগ্রহণের ক্ষেত্রে নিম্নবর্ণিত শর্তাবলী অবশ্যই অনুসরণ করতে হবে: <box>801 846 1176 857</box>
sms-second-example: DMTCL YES xxxxxxxxxx <box>788 1339 890 1350</box>
age-limit-cell: সর্বোচ্চ ৩২ বছর <box>271 351 325 398</box>
instruction-item: উক্ত সময়সীমার মধ্যে User ID প্রাপ্ত প্রার্থীগণ Online-এ আবেদনপত্র Submit এর সময় থেকে পরবর্তী ৭২ (বাহাত্তর) ঘণ্টার মধ্যে এসএমএস-এ পরীক্ষার ফি জমা দিবেন। <box>788 1117 1409 1129</box>
duty-cell: মেট্রোরেলের ট্রেন সেটের মেকানিক্যাল/ইলেকট্রিক্যাল কম্পোনেন্ট ও যন্ত্রপাতিসমূহের রক্ষণাবেক্ষণ সংক্রান্ত কাজ <box>588 906 780 963</box>
duty-cell: রাজস্ব আহরণ ও সমন্বয় সংক্রান্ত কার্যক্রম পরিচালনা এবং বিভিন্ন রাজস্ব কর্মকাণ্ডের প্রতিবেদন প্রণয়ন <box>588 612 780 648</box>
post-name-cell: সেকশন ইঞ্জিনিয়ার (আর এস-ব্রেক) গ্রেড-১০ মূল বেতন-১৬,০০০/- <box>57 1020 213 1077</box>
instruction-item: ii Online-এ আবেদনপত্র জমাদানের শেষ তারিখ ও সময়: ০৪/০৬/২০২৫ বিকাল ০৫:০০ টা। <box>788 1104 1129 1115</box>
duty-cell: সিগন্যালিং ও টেলিকমিউনিকেশন সিস্টেমের ও যন্ত্রপাতিসমূহের রক্ষণাবেক্ষণ সংক্রান্ত কাজ <box>588 772 780 849</box>
instruction-item: Example: DMTCL HELP USER ABCDEF <box>788 1457 962 1469</box>
qualification-cell: ক) কোন স্বীকৃত বিশ্ববিদ্যালয় হতে বিবিএ ডিগ্রি; তবে শিক্ষা জীবনের কোনো স্তরে ৩য় বিভাগ/শ্রেণি অথবা সমমানের সিজিপিএ/জিপিএ গ্রহণযোগ্য নয়; এবং খ) কম্পিউটার চালনায় দক্ষতাসম্পন্ন প্রার্থীকে অগ্রাধিকার দেয়া হবে। <box>1094 83 1357 120</box>
table-row <box>789 120 1550 177</box>
age-limit-cell: সর্বোচ্চ ৩২ বছর <box>271 1077 325 1134</box>
post-name-cell: সেকশন ইঞ্জিনিয়ার (আর্কিটেক্ট) গ্রেড-১০ মূল বেতন-১৬,০০০/- <box>826 17 982 84</box>
post-name-cell: নিরাপত্তা কর্মকর্তা গ্রেড-১০ মূল বেতন-১৬,০০০/- <box>57 538 213 575</box>
